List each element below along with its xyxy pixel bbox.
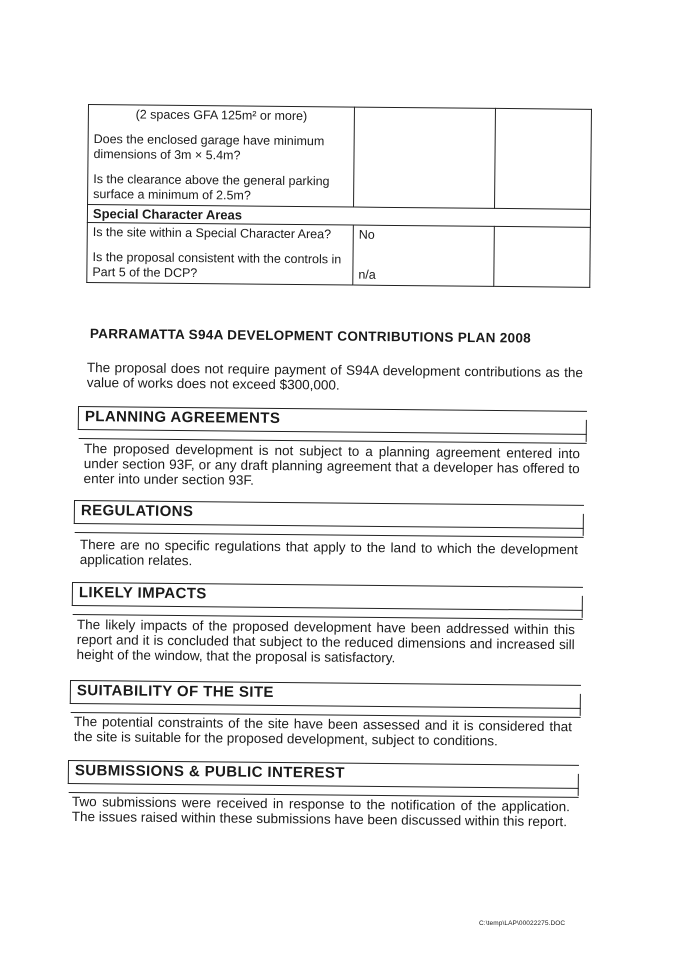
comment-cell [495,108,592,209]
answer-cell [354,107,496,208]
compliance-table [86,104,592,288]
suitability-heading-box [70,680,581,709]
question-cell [87,222,354,285]
answer-cell [353,225,495,286]
table-text: (2 spaces GFA 125m² or more) [135,107,308,124]
submissions-heading-box [68,760,579,789]
submissions-text: Two submissions were received in response to the notification of the application. The issues raised within these submissions have been discussed within this report. [71,794,570,830]
regulations-heading: REGULATIONS [80,502,194,521]
comment-cell [494,226,591,287]
regulations-heading-box [74,500,584,529]
impacts-text: The likely impacts of the proposed development have been addressed within this report and it is concluded that subject to the reduced dimensions and increased sill height of the window, that the proposal is satisfactory. [76,617,575,666]
planning-heading: PLANNING AGREEMENTS [84,408,281,427]
table-text: Is the proposal consistent with the controls in Part 5 of the DCP? [92,250,342,281]
table-text: Is the site within a Special Character Area? [92,225,332,242]
table-text: Does the enclosed garage have minimum dimensions of 3m × 5.4m? [93,132,325,163]
contributions-heading: PARRAMATTA S94A DEVELOPMENT CONTRIBUTIONS PLAN 2008 [89,326,532,346]
regulations-text: There are no specific regulations that apply to the land to which the development application relates. [79,537,578,569]
question-cell [88,105,355,208]
table-text: n/a [358,267,376,282]
table-row [87,222,591,287]
table-row [88,105,592,210]
suitability-heading: SUITABILITY OF THE SITE [76,682,274,701]
planning-text: The proposed development is not subject to a planning agreement entered into under section 93F, or any draft planning agreement that a developer has offered to enter into under section 93F. [83,441,580,488]
contributions-text: The proposal does not require payment of S94A development contributions as the value of works does not exceed $300,000. [86,360,583,393]
submissions-heading: SUBMISSIONS & PUBLIC INTEREST [74,762,345,782]
suitability-text: The potential constraints of the site have been assessed and it is considered that the site is suitable for the proposed development, subject to conditions. [73,714,572,749]
impacts-heading: LIKELY IMPACTS [78,584,207,603]
section-header-cell: Special Character Areas [87,205,590,228]
file-path-footer: C:\temp\LAP\00022275.DOC [479,920,566,927]
planning-heading-box [78,406,587,435]
table-text: Is the clearance above the general parking surface a minimum of 2.5m? [93,172,330,203]
table-text: No [358,227,375,242]
impacts-heading-box [72,582,583,611]
